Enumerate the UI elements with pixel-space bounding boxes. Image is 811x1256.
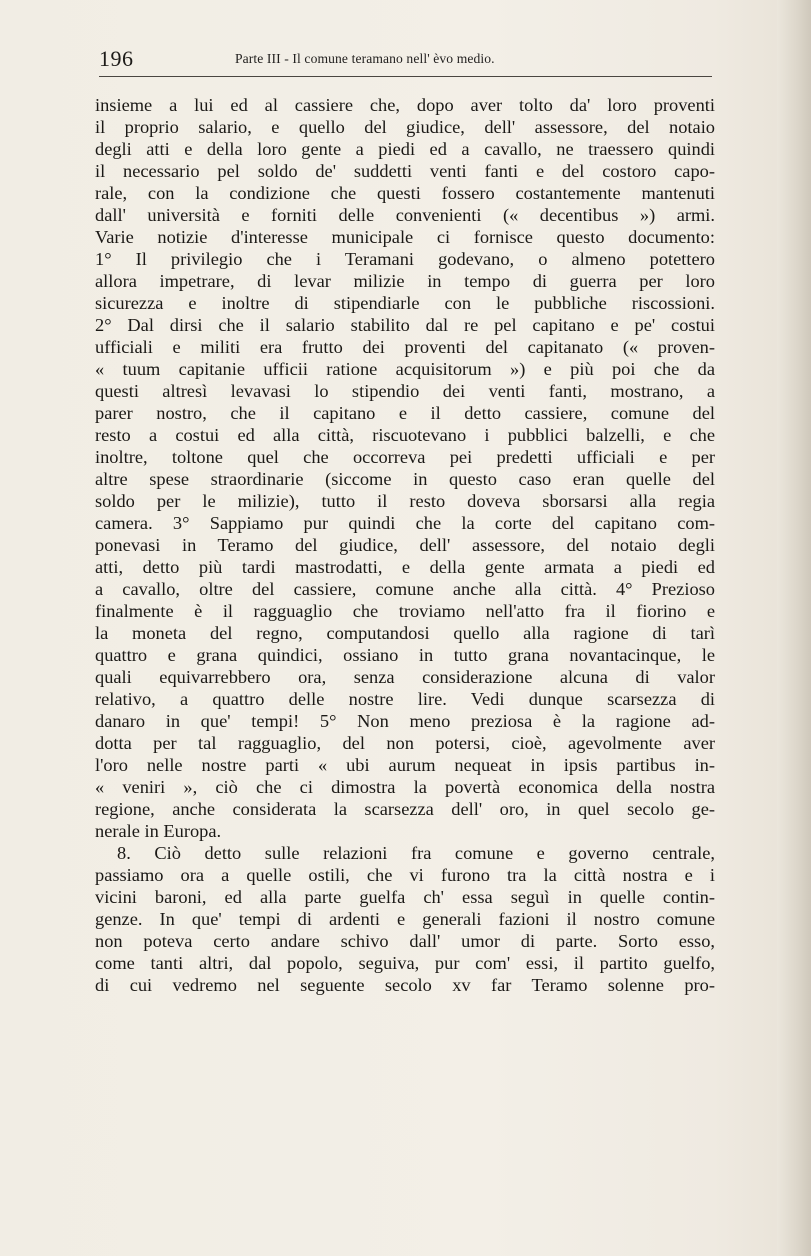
text-line: non poteva certo andare schivo dall' umor di parte. Sorto esso,: [95, 931, 715, 951]
text-line: sicurezza e inoltre di stipendiarle con le pubbliche riscossioni.: [95, 293, 715, 313]
text-line: camera. 3° Sappiamo pur quindi che la corte del capitano com-: [95, 513, 715, 533]
text-line: danaro in que' tempi! 5° Non meno preziosa è la ragione ad-: [95, 711, 715, 731]
text-line: insieme a lui ed al cassiere che, dopo aver tolto da' loro proventi: [95, 95, 715, 115]
text-line: parer nostro, che il capitano e il detto cassiere, comune del: [95, 403, 715, 423]
text-line: ufficiali e militi era frutto dei proventi del capitanato (« proven-: [95, 337, 715, 357]
text-line: il necessario pel soldo de' suddetti venti fanti e del costoro capo-: [95, 161, 715, 181]
text-line: di cui vedremo nel seguente secolo xv far Teramo solenne pro-: [95, 975, 715, 995]
text-line: l'oro nelle nostre parti « ubi aurum nequeat in ipsis partibus in-: [95, 755, 715, 775]
text-line: dotta per tal ragguaglio, del non potersi, cioè, agevolmente aver: [95, 733, 715, 753]
text-line: relativo, a quattro delle nostre lire. Vedi dunque scarsezza di: [95, 689, 715, 709]
text-line: quattro e grana quindici, ossiano in tutto grana novantacinque, le: [95, 645, 715, 665]
text-line: Varie notizie d'interesse municipale ci fornisce questo documento:: [95, 227, 715, 247]
text-line: finalmente è il ragguaglio che troviamo nell'atto fra il fiorino e: [95, 601, 715, 621]
text-line: resto a costui ed alla città, riscuotevano i pubblici balzelli, e che: [95, 425, 715, 445]
text-line: regione, anche considerata la scarsezza dell' oro, in quel secolo ge-: [95, 799, 715, 819]
text-line: a cavallo, oltre del cassiere, comune anche alla città. 4° Prezioso: [95, 579, 715, 599]
text-line: soldo per le milizie), tutto il resto doveva sborsarsi alla regia: [95, 491, 715, 511]
text-line: questi altresì levavasi lo stipendio dei venti fanti, mostrano, a: [95, 381, 715, 401]
text-line: degli atti e della loro gente a piedi ed a cavallo, ne traessero quindi: [95, 139, 715, 159]
text-line: nerale in Europa.: [95, 821, 222, 841]
text-line: quali equivarrebbero ora, senza considerazione alcuna di valor: [95, 667, 715, 687]
text-line: « tuum capitanie ufficii ratione acquisitorum ») e più poi che da: [95, 359, 715, 379]
page-edge-shadow: [777, 0, 811, 1256]
text-line: allora impetrare, di levar milizie in tempo di guerra per loro: [95, 271, 715, 291]
text-line: passiamo ora a quelle ostili, che vi furono tra la città nostra e i: [95, 865, 715, 885]
running-head: Parte III - Il comune teramano nell' èvo medio.: [235, 51, 495, 66]
text-line: come tanti altri, dal popolo, seguiva, pur com' essi, il partito guelfo,: [95, 953, 715, 973]
body-text: [95, 94, 715, 996]
text-line: altre spese straordinarie (siccome in questo caso eran quelle del: [95, 469, 715, 489]
text-line: inoltre, toltone quel che occorreva pei predetti ufficiali e per: [95, 447, 715, 467]
text-line: atti, detto più tardi mastrodatti, e della gente armata a piedi ed: [95, 557, 715, 577]
text-line: dall' università e forniti delle convenienti (« decentibus ») armi.: [95, 205, 715, 225]
text-line: ponevasi in Teramo del giudice, dell' assessore, del notaio degli: [95, 535, 715, 555]
page-header: [99, 44, 711, 78]
page-number: 196: [99, 46, 134, 71]
text-line: « veniri », ciò che ci dimostra la povertà economica della nostra: [95, 777, 715, 797]
text-line: la moneta del regno, computandosi quello alla ragione di tarì: [95, 623, 715, 643]
text-line: rale, con la condizione che questi fossero costantemente mantenuti: [95, 183, 715, 203]
header-rule: [99, 76, 712, 77]
text-line: 2° Dal dirsi che il salario stabilito dal re pel capitano e pe' costui: [95, 315, 715, 335]
text-line: 8. Ciò detto sulle relazioni fra comune e governo centrale,: [117, 843, 715, 863]
text-line: genze. In que' tempi di ardenti e generali fazioni il nostro comune: [95, 909, 715, 929]
text-line: il proprio salario, e quello del giudice, dell' assessore, del notaio: [95, 117, 715, 137]
text-line: vicini baroni, ed alla parte guelfa ch' essa seguì in quelle contin-: [95, 887, 715, 907]
text-line: 1° Il privilegio che i Teramani godevano, o almeno potettero: [95, 249, 715, 269]
